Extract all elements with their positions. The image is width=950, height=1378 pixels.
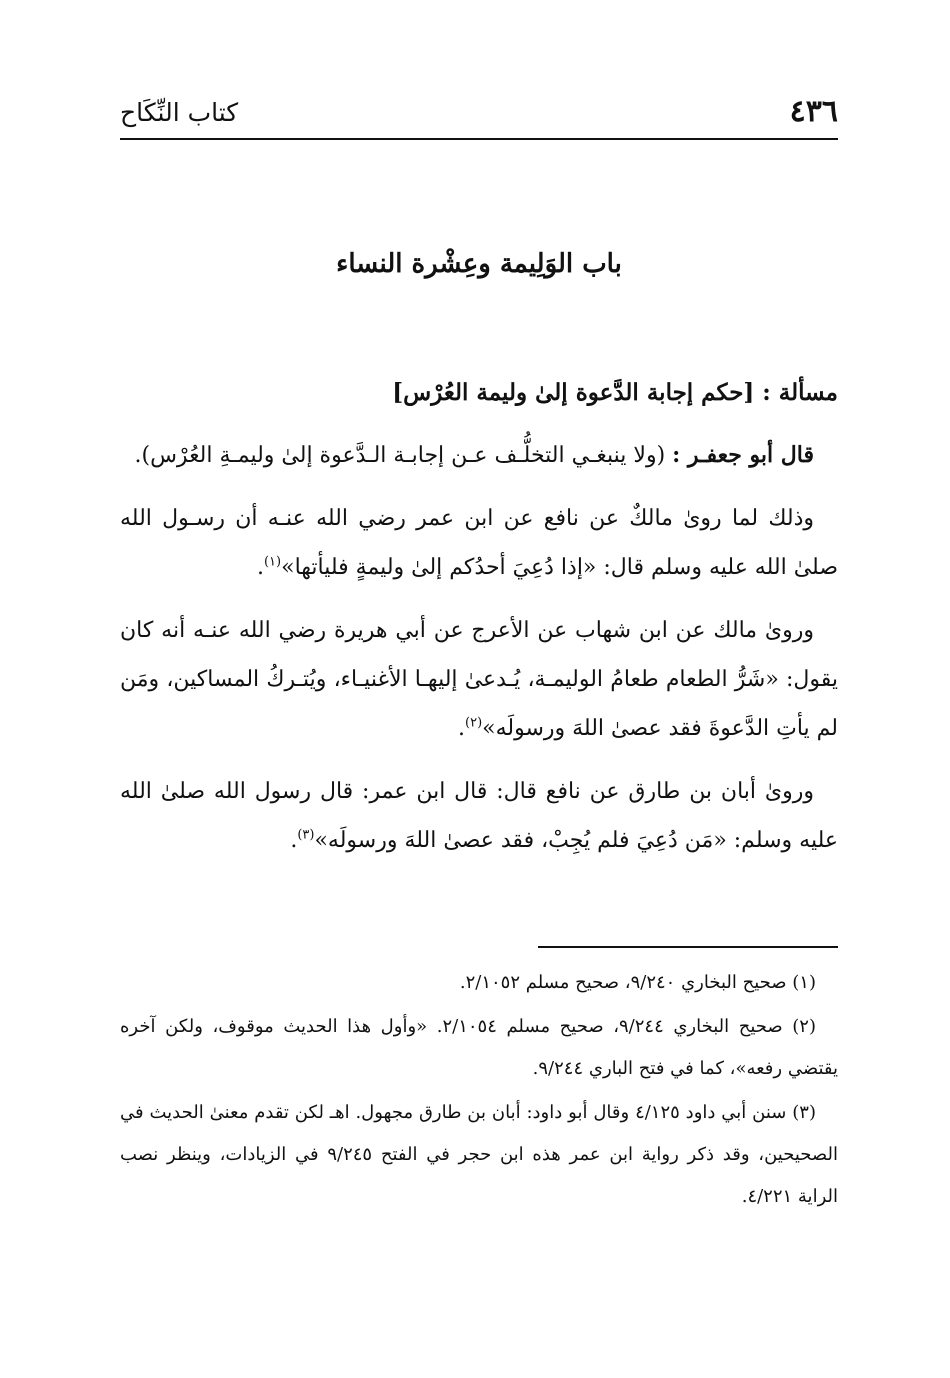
running-header (120, 92, 838, 140)
paragraph-1 (120, 494, 838, 592)
footnotes (120, 962, 838, 1220)
book-title: كتاب النِّكَاح (120, 98, 239, 127)
paragraph-2-text: وروىٰ مالك عن ابن شهاب عن الأعرج عن أبي هريرة رضي الله عنـه أنه كان يقول: «شَرُّ الطعام طعامُ الوليمـة، يُـدعىٰ إليهـا الأغنيـاء، ويُتـركُ المساكين، ومَن لم يأتِ الدَّعوةَ فقد عصىٰ اللهَ ورسولَه» (120, 618, 838, 741)
footnote-3: (٣) سنن أبي داود ٤/١٢٥ وقال أبو داود: أبان بن طارق مجهول. اهـ لكن تقدم معنىٰ الحديث في الصحيحين، وقد ذكر رواية ابن عمر هذه ابن حجر في الفتح ٩/٢٤٥ في الزيادات، وينظر نصب الراية ٤/٢٢١. (120, 1102, 838, 1207)
footnote-ref-3: (٣) (297, 827, 315, 843)
footnote-ref-1: (١) (263, 554, 282, 570)
paragraph-3 (120, 767, 838, 865)
paragraph-2 (120, 606, 838, 753)
paragraph-1-text: وذلك لما رویٰ مالكٌ عن نافع عن ابن عمر رضي الله عنـه أن رسـول الله صلىٰ الله عليه وسلم قال: «إذا دُعِيَ أحدُكم إلىٰ وليمةٍ فليأتها» (120, 506, 838, 580)
footnote-separator (538, 946, 838, 948)
footnote-2: (٢) صحيح البخاري ٩/٢٤٤، صحيح مسلم ٢/١٠٥٤. «وأول هذا الحديث موقوف، ولكن آخره يقتضي رفعه»، كما في فتح الباري ٩/٢٤٤. (120, 1016, 838, 1079)
page-number: ٤٣٦ (789, 94, 838, 129)
issue-statement-body: (ولا ينبغـي التخلُّـف عـن إجابـة الـدَّعوة إلىٰ وليمـةِ العُرْس). (134, 443, 666, 468)
issue-heading: مسألة : [حكم إجابة الدَّعوة إلىٰ وليمة العُرْس] (392, 379, 838, 406)
paragraph-1-end: . (256, 555, 264, 580)
main-text (120, 368, 838, 879)
chapter-title: باب الوَلِيمة وعِشْرة النساء (336, 249, 622, 279)
footnote-ref-2: (٢) (465, 715, 483, 731)
footnote-1: (١) صحيح البخاري ٩/٢٤٠، صحيح مسلم ٢/١٠٥٢. (459, 972, 816, 993)
paragraph-2-end: . (458, 716, 465, 741)
issue-statement (120, 431, 838, 480)
paragraph-3-text: وروىٰ أبان بن طارق عن نافع قال: قال ابن عمر: قال رسول الله صلىٰ الله عليه وسلم: «مَن دُعِيَ فلم يُجِبْ، فقد عصىٰ اللهَ ورسولَه» (120, 779, 838, 853)
issue-statement-lead: قال أبو جعفـر : (672, 442, 814, 468)
paragraph-3-end: . (290, 828, 298, 853)
